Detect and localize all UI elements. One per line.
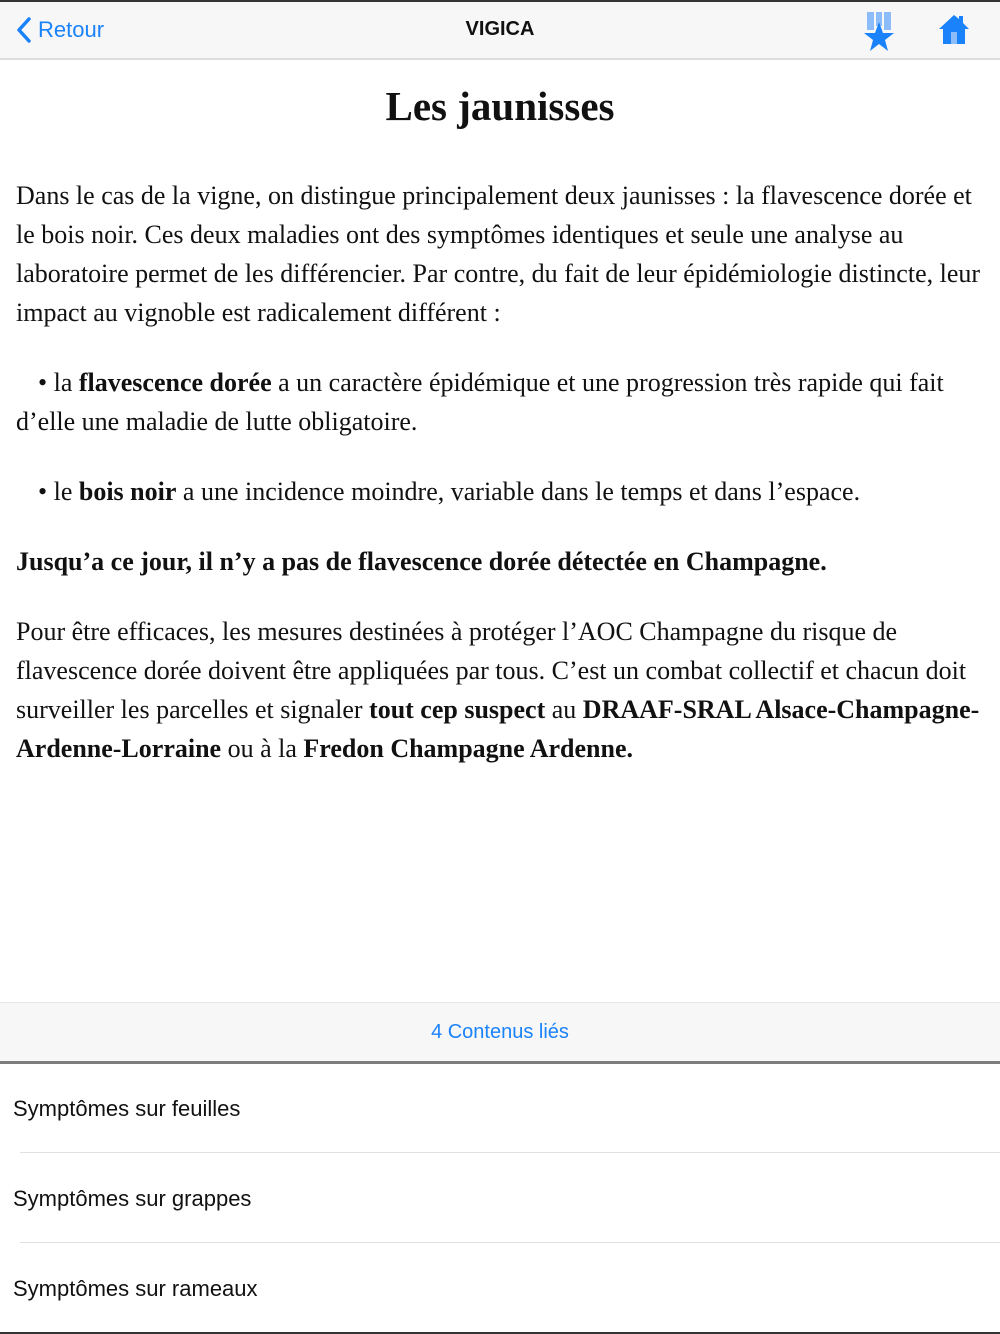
closing-paragraph [16,612,984,768]
notice-text: Jusqu’a ce jour, il n’y a pas de flavescence dorée détectée en Champagne. [16,547,827,576]
closing-bold-2: DRAAF-SRAL Alsace-Champagne-Ardenne-Lorraine [16,695,980,763]
closing-text-2: au [545,695,583,724]
home-button[interactable] [938,13,970,50]
closing-bold-3: Fredon Champagne Ardenne. [303,734,634,763]
related-content-list [0,1063,1000,1333]
closing-text-1: Pour être efficaces, les mesures destinées à protéger l’AOC Champagne du risque de flavescence dorée doivent être appliquées par tous. C’est un combat collectif et chacun doit surveiller les parcelles et signaler [16,617,967,724]
navigation-bar [0,2,1000,60]
page-title: Les jaunisses [385,83,615,129]
favorites-medal-icon [862,10,896,52]
bullet-bois-noir [16,472,984,511]
closing-text-3: ou à la [221,734,304,763]
closing-bold-1: tout cep suspect [369,695,546,724]
related-content-header[interactable]: 4 Contenus liés [0,1002,1000,1064]
related-item-feuilles[interactable] [0,1063,1000,1153]
related-item-grappes[interactable] [0,1153,1000,1243]
related-item-label: Symptômes sur feuilles [13,1096,241,1121]
back-button-label: Retour [38,17,105,42]
related-item-rameaux[interactable] [0,1243,1000,1333]
bullet-prefix: • la [38,368,79,397]
related-item-label: Symptômes sur grappes [13,1186,252,1211]
bullet-bold-term: bois noir [78,477,177,506]
article-content [16,78,984,799]
app-title: VIGICA [465,18,535,40]
favorites-button[interactable] [862,10,896,57]
bullet-flavescence [16,363,984,441]
notice-paragraph [16,542,984,581]
intro-paragraph: Dans le cas de la vigne, on distingue principalement deux jaunisses : la flavescence dorée et le bois noir. Ces deux maladies ont des symptômes identiques et seule une analyse au laboratoire permet de les différencier. Par contre, du fait de leur épidémiologie distincte, leur impact au vignoble est radicalement différent : [16,181,981,327]
bullet-text: a une incidence moindre, variable dans le temps et dans l’espace. [176,477,861,506]
related-item-label: Symptômes sur rameaux [13,1276,258,1301]
bullet-prefix: • le [38,477,79,506]
bullet-bold-term: flavescence dorée [78,368,272,397]
home-icon [938,13,970,45]
bullet-text: a un caractère épidémique et une progression très rapide qui fait d’elle une maladie de lutte obligatoire. [16,368,944,436]
